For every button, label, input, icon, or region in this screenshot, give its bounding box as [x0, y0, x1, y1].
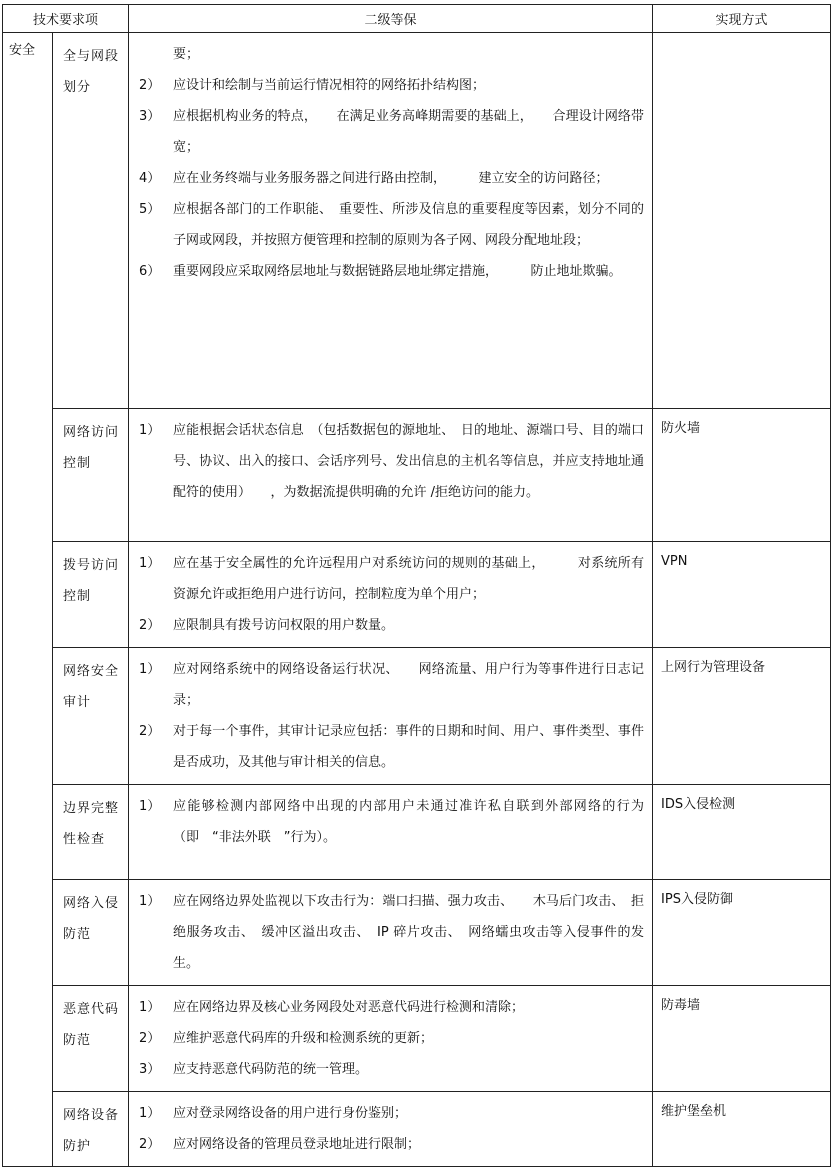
- requirement-text: 应维护恶意代码库的升级和检测系统的更新；: [173, 1031, 434, 1046]
- requirement-item: [139, 654, 644, 716]
- sub-item-cell: [53, 648, 129, 785]
- requirement-item: [139, 194, 644, 256]
- header-requirement-item: 技术要求项: [3, 5, 129, 33]
- requirement-text: 应在网络边界及核心业务网段处对恶意代码进行检测和清除；: [173, 1000, 525, 1015]
- implementation-label: VPN: [661, 554, 688, 569]
- implementation-label: IPS入侵防御: [661, 892, 733, 907]
- requirement-item: [139, 886, 644, 979]
- implementation-label: [653, 33, 830, 43]
- implementation-cell: [653, 33, 831, 409]
- sub-item-label: 边界完整性检查: [63, 801, 120, 847]
- sub-item-cell: [53, 785, 129, 880]
- requirement-text: 应能够检测内部网络中出现的内部用户未通过准许私自联到外部网络的行为（即 “非法外联 ”行为）。: [173, 799, 645, 845]
- sub-item-label: 网络安全审计: [63, 664, 120, 710]
- requirement-number: 6）: [139, 264, 161, 279]
- requirement-text: 应根据机构业务的特点， 在满足业务高峰期需要的基础上， 合理设计网络带宽；: [173, 109, 645, 155]
- requirement-item: [139, 1054, 644, 1085]
- requirement-item: [139, 548, 644, 610]
- requirement-text: 重要网段应采取网络层地址与数据链路层地址绑定措施， 防止地址欺骗。: [173, 264, 622, 279]
- sub-item-cell: [53, 880, 129, 986]
- requirements-cell: [129, 409, 653, 542]
- implementation-cell: [653, 648, 831, 785]
- requirements-cell: [129, 785, 653, 880]
- implementation-label: 上网行为管理设备: [661, 660, 766, 675]
- requirement-text: 应限制具有拨号访问权限的用户数量。: [173, 618, 395, 633]
- sub-item-label: 网络访问控制: [63, 425, 120, 471]
- requirement-text: 应对网络系统中的网络设备运行状况、 网络流量、用户行为等事件进行日志记录；: [173, 662, 645, 708]
- requirement-number: 1）: [139, 894, 161, 909]
- requirement-number: 2）: [139, 618, 161, 633]
- requirement-text: 应设计和绘制与当前运行情况相符的网络拓扑结构图；: [173, 78, 486, 93]
- requirements-cell: [129, 648, 653, 785]
- requirement-item: [139, 791, 644, 853]
- requirement-item: [139, 256, 644, 287]
- requirement-number: 5）: [139, 202, 161, 217]
- requirement-item: [139, 163, 644, 194]
- requirement-text: 应对登录网络设备的用户进行身份鉴别；: [173, 1106, 408, 1121]
- header-level-two: 二级等保: [129, 5, 653, 33]
- requirement-number: 1）: [139, 423, 161, 438]
- requirement-item: [139, 716, 644, 778]
- requirement-item: [139, 1098, 644, 1129]
- implementation-label: 维护堡垒机: [661, 1104, 727, 1119]
- requirements-cell: [129, 880, 653, 986]
- sub-item-cell: [53, 1092, 129, 1167]
- implementation-cell: [653, 409, 831, 542]
- table-row: [3, 33, 831, 409]
- requirement-continuation: 要；: [173, 47, 200, 62]
- sub-item-label: 恶意代码防范: [63, 1002, 120, 1048]
- requirement-item: [139, 70, 644, 101]
- table-row: [3, 785, 831, 880]
- requirement-number: 1）: [139, 556, 161, 571]
- requirement-item: [139, 101, 644, 163]
- requirement-number: 1）: [139, 799, 161, 814]
- requirement-item: [139, 992, 644, 1023]
- implementation-cell: [653, 785, 831, 880]
- header-row: [3, 5, 831, 33]
- sub-item-cell: [53, 33, 129, 409]
- requirement-number: 2）: [139, 724, 161, 739]
- sub-item-label: 网络设备防护: [63, 1108, 120, 1154]
- table-row: [3, 1092, 831, 1167]
- sub-item-label: 全与网段划分: [63, 49, 120, 95]
- requirement-text: 应在网络边界处监视以下攻击行为：端口扫描、强力攻击、 木马后门攻击、 拒绝服务攻击、 缓冲区溢出攻击、 IP 碎片攻击、 网络蠕虫攻击等入侵事件的发生。: [173, 894, 645, 971]
- requirements-cell: [129, 542, 653, 648]
- implementation-cell: [653, 986, 831, 1092]
- implementation-cell: [653, 880, 831, 986]
- category-label: 安全: [9, 43, 36, 58]
- requirement-text: 应能根据会话状态信息 （包括数据包的源地址、 日的地址、源端口号、目的端口号、协议、出入的接口、会话序列号、发出信息的主机名等信息，并应支持地址通配符的使用） ，为数据流提供明确的允许 /拒绝访问的能力。: [173, 423, 645, 500]
- sub-item-cell: [53, 409, 129, 542]
- requirement-item: [139, 1023, 644, 1054]
- sub-item-label: 网络入侵防范: [63, 896, 120, 942]
- security-requirements-table: [2, 4, 831, 1167]
- requirements-cell: [129, 1092, 653, 1167]
- requirement-text: 应根据各部门的工作职能、 重要性、所涉及信息的重要程度等因素，划分不同的子网或网段，并按照方便管理和控制的原则为各子网、网段分配地址段；: [173, 202, 645, 248]
- requirement-item: [139, 415, 644, 508]
- table-row: [3, 880, 831, 986]
- implementation-label: 防毒墙: [661, 998, 701, 1013]
- requirement-number: 4）: [139, 171, 161, 186]
- requirement-item: [139, 610, 644, 641]
- requirement-text: 应在业务终端与业务服务器之间进行路由控制， 建立安全的访问路径；: [173, 171, 609, 186]
- table-row: [3, 542, 831, 648]
- requirements-cell: [129, 33, 653, 409]
- requirement-number: 3）: [139, 109, 161, 124]
- table-row: [3, 986, 831, 1092]
- requirement-number: 3）: [139, 1062, 161, 1077]
- requirement-number: 2）: [139, 1137, 161, 1152]
- requirement-number: 2）: [139, 78, 161, 93]
- requirement-text: 应支持恶意代码防范的统一管理。: [173, 1062, 369, 1077]
- requirement-text: 对于每一个事件，其审计记录应包括：事件的日期和时间、用户、事件类型、事件是否成功，及其他与审计相关的信息。: [173, 724, 645, 770]
- sub-item-label: 拨号访问控制: [63, 558, 120, 604]
- requirement-item: [139, 1129, 644, 1160]
- sub-item-cell: [53, 542, 129, 648]
- category-cell: [3, 33, 53, 1167]
- table-row: [3, 409, 831, 542]
- table-row: [3, 648, 831, 785]
- implementation-label: IDS入侵检测: [661, 797, 736, 812]
- requirement-number: 1）: [139, 1000, 161, 1015]
- implementation-cell: [653, 542, 831, 648]
- header-implementation: 实现方式: [653, 5, 831, 33]
- requirement-number: 1）: [139, 1106, 161, 1121]
- requirement-text: 应在基于安全属性的允许远程用户对系统访问的规则的基础上， 对系统所有资源允许或拒绝用户进行访问，控制粒度为单个用户；: [173, 556, 645, 602]
- requirement-number: 1）: [139, 662, 161, 677]
- requirement-text: 应对网络设备的管理员登录地址进行限制；: [173, 1137, 421, 1152]
- requirement-number: 2）: [139, 1031, 161, 1046]
- implementation-label: 防火墙: [661, 421, 701, 436]
- implementation-cell: [653, 1092, 831, 1167]
- sub-item-cell: [53, 986, 129, 1092]
- requirements-cell: [129, 986, 653, 1092]
